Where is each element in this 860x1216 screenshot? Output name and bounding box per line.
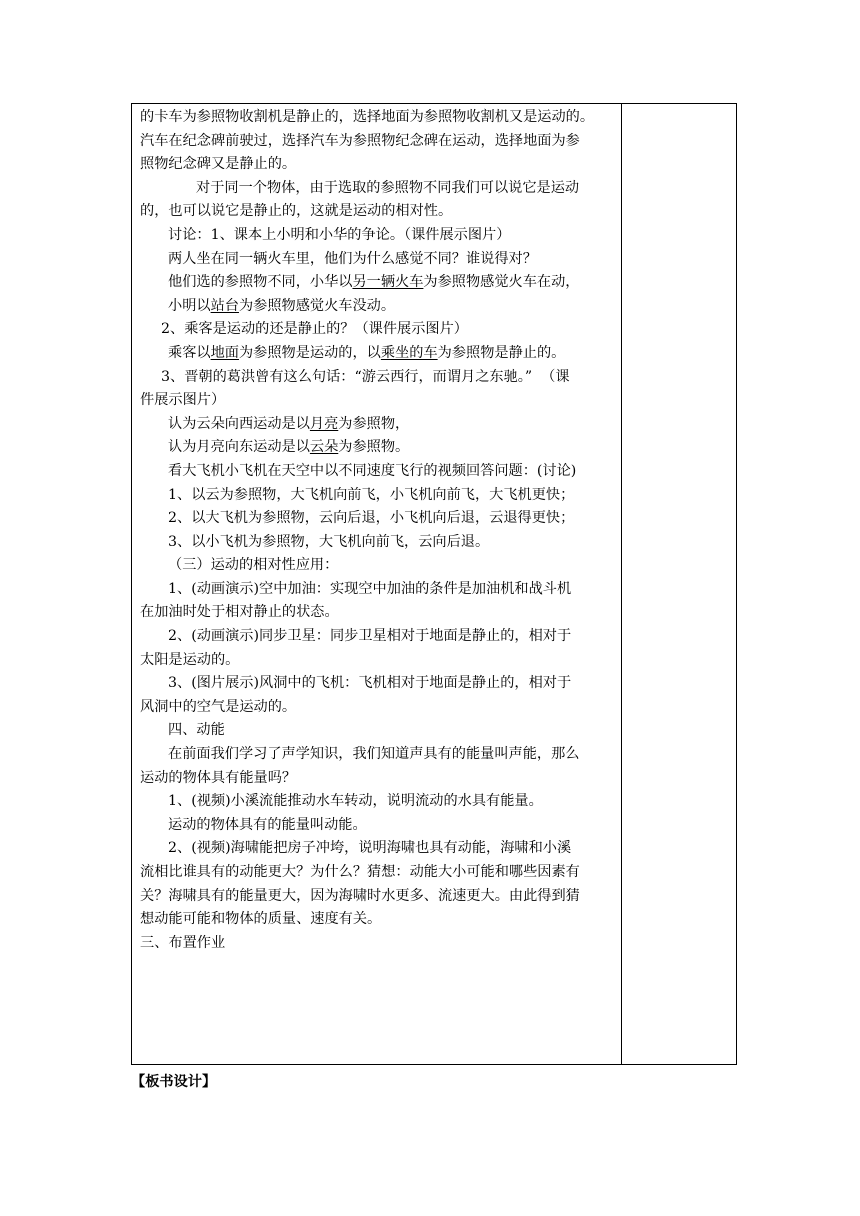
text-line: 3、(图片展示)风洞中的飞机：飞机相对于地面是静止的，相对于 — [168, 675, 572, 692]
text-line: 的卡车为参照物收割机是静止的，选择地面为参照物收割机又是运动的。 — [140, 109, 595, 125]
text-line: 看大飞机小飞机在天空中以不同速度飞行的视频回答问题：(讨论) — [168, 462, 577, 479]
text-line: 2、(视频)海啸能把房子冲垮，说明海啸也具有动能，海啸和小溪 — [168, 840, 572, 857]
text-line: 3、以小飞机为参照物，大飞机向前飞，云向后退。 — [168, 533, 490, 550]
text-segment: 为参照物是运动的，以 — [238, 344, 381, 361]
text-line: 四、动能 — [168, 722, 225, 739]
text-line: 三、布置作业 — [140, 934, 226, 951]
text-line: 3、晋朝的葛洪曾有这么句话：“游云西行，而谓月之东驰。” （课 — [161, 368, 570, 385]
underlined-term: 站台 — [210, 297, 239, 314]
text-line: 的，也可以说它是静止的，这就是运动的相对性。 — [140, 203, 453, 220]
text-line — [140, 271, 618, 295]
text-line: 2、(动画演示)同步卫星：同步卫星相对于地面是静止的，相对于 — [168, 628, 572, 645]
text-line: 1、(动画演示)空中加油：实现空中加油的条件是加油机和战斗机 — [168, 580, 572, 597]
underlined-term: 另一辆火车 — [352, 274, 424, 291]
underlined-term: 乘坐的车 — [380, 344, 438, 361]
text-segment: 为参照物感觉火车在动， — [423, 274, 580, 291]
underlined-term: 云朵 — [309, 439, 339, 456]
text-line: 2、乘客是运动的还是静止的？（课件展示图片） — [161, 321, 468, 338]
text-line: 两人坐在同一辆火车里，他们为什么感觉不同？谁说得对？ — [168, 250, 537, 267]
text-segment: 小明以 — [168, 297, 211, 314]
text-line: 风洞中的空气是运动的。 — [140, 698, 297, 715]
text-line: 关？海啸具有的能量更大，因为海啸时水更多、流速更大。由此得到猜 — [140, 887, 580, 904]
text-line: 讨论：1、课本上小明和小华的争论。（课件展示图片） — [168, 226, 511, 243]
text-line: （三）运动的相对性应用： — [168, 557, 339, 574]
text-line: 运动的物体具有能量吗？ — [140, 769, 297, 786]
text-segment: 为参照物感觉火车没动。 — [238, 297, 396, 314]
text-line: 流相比谁具有的动能更大？为什么？猜想：动能大小可能和哪些因素有 — [140, 864, 580, 880]
text-line — [140, 295, 618, 319]
text-line: 在前面我们学习了声学知识，我们知道声具有的能量叫声能，那么 — [168, 746, 580, 763]
underlined-term: 地面 — [210, 344, 239, 361]
text-line — [140, 413, 618, 437]
text-segment: 认为月亮向东运动是以 — [168, 439, 310, 456]
lesson-table — [131, 103, 737, 1065]
text-line: 2、以大飞机为参照物，云向后退，小飞机向后退，云退得更快； — [168, 510, 575, 527]
text-line: 汽车在纪念碑前驶过，选择汽车为参照物纪念碑在运动，选择地面为参 — [140, 132, 580, 149]
text-line: 件展示图片） — [140, 392, 226, 409]
text-line: 对于同一个物体，由于选取的参照物不同我们可以说它是运动 — [196, 179, 580, 196]
text-segment: 为参照物是静止的。 — [437, 344, 566, 361]
text-segment: 乘客以 — [168, 344, 211, 361]
board-design-heading: 【板书设计】 — [131, 1074, 217, 1090]
lesson-content-cell — [140, 106, 618, 955]
text-line: 照物纪念碑又是静止的。 — [140, 156, 297, 173]
text-line: 1、(视频)小溪流能推动水车转动，说明流动的水具有能量。 — [168, 793, 543, 810]
text-segment: 为参照物， — [338, 415, 410, 432]
underlined-term: 月亮 — [309, 415, 339, 432]
text-line: 想动能可能和物体的质量、速度有关。 — [140, 911, 382, 928]
column-divider — [621, 104, 622, 1064]
text-line: 1、以云为参照物，大飞机向前飞，小飞机向前飞，大飞机更快； — [168, 486, 575, 503]
text-line — [140, 436, 618, 460]
text-line: 太阳是运动的。 — [140, 651, 240, 668]
text-segment: 他们选的参照物不同，小华以 — [168, 274, 353, 291]
text-segment: 认为云朵向西运动是以 — [168, 415, 310, 432]
text-line: 运动的物体具有的能量叫动能。 — [168, 816, 367, 833]
text-segment: 为参照物。 — [338, 439, 410, 456]
text-line: 在加油时处于相对静止的状态。 — [140, 604, 339, 621]
text-line — [140, 342, 618, 366]
